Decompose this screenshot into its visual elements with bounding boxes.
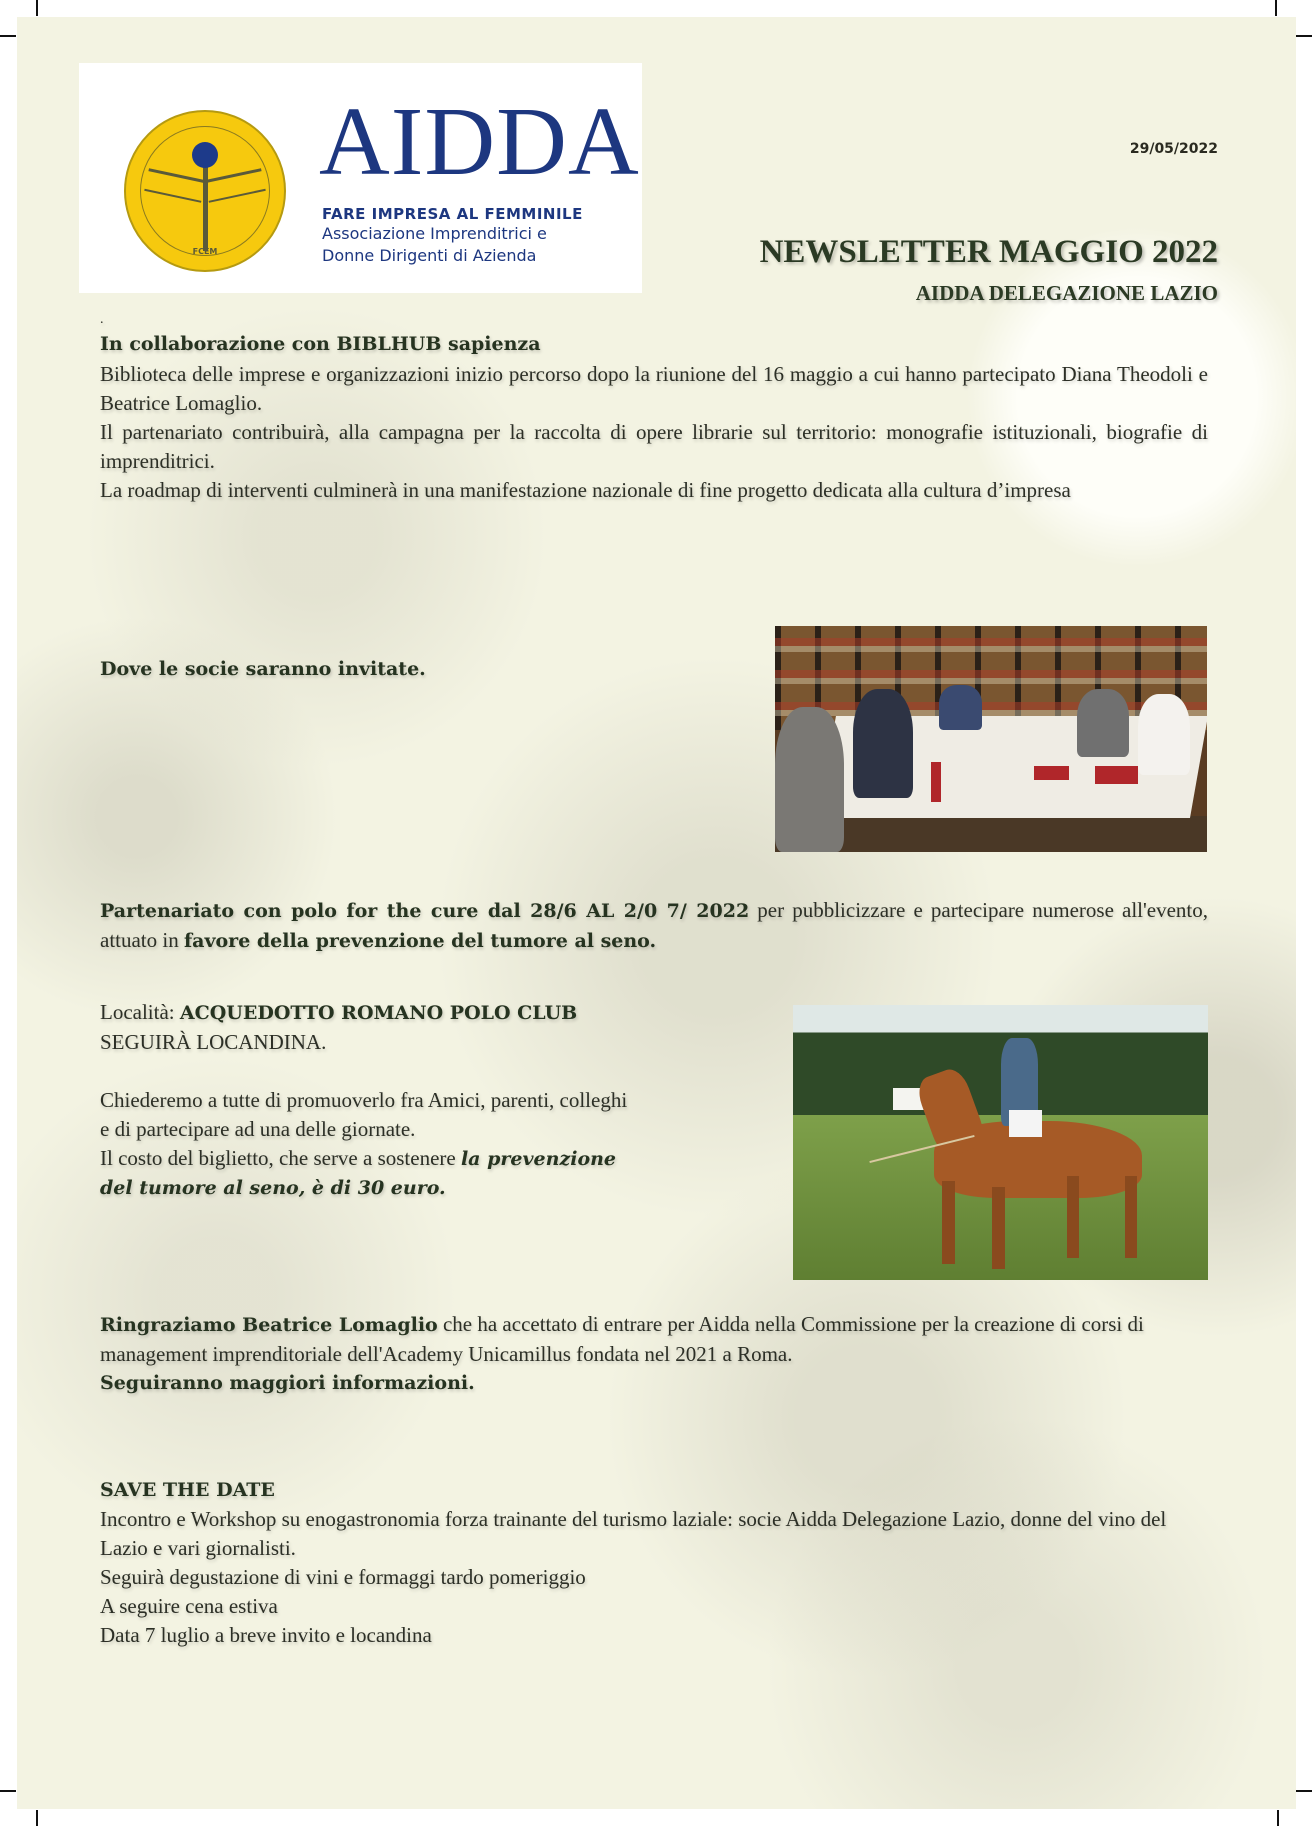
- thanks-bold: Ringraziamo Beatrice Lomaglio: [100, 1314, 438, 1336]
- section-biblhub: [100, 312, 1208, 505]
- tagline-line2: Associazione Imprenditrici e: [322, 224, 547, 243]
- section-save-the-date: [100, 1476, 1208, 1650]
- crop-mark: [36, 0, 38, 16]
- crop-mark: [1296, 1790, 1312, 1792]
- invite-text: Dove le socie saranno invitate.: [100, 658, 426, 680]
- paragraph: Data 7 luglio a breve invito e locandina: [100, 1623, 432, 1647]
- newsletter-date: 29/05/2022: [1129, 141, 1218, 157]
- paragraph: Seguirà degustazione di vini e formaggi tardo pomeriggio: [100, 1565, 586, 1589]
- cost-text: Il costo del biglietto, che serve a sostenere: [100, 1146, 461, 1170]
- paragraph: Il partenariato contribuirà, alla campagna per la raccolta di opere librarie sul territorio: monografie istituzionali, biografie di imprenditrici.: [100, 420, 1208, 473]
- ask-line: Chiederemo a tutte di promuoverlo fra Amici, parenti, colleghi: [100, 1088, 628, 1112]
- paragraph: Incontro e Workshop su enogastronomia forza trainante del turismo laziale: socie Aidda Delegazione Lazio, donne del vino del Lazio e vari giornalisti.: [100, 1507, 1167, 1560]
- brand-name: AIDDA: [319, 88, 640, 196]
- tagline: FARE IMPRESA AL FEMMINILE: [322, 205, 583, 223]
- newsletter-title: NEWSLETTER MAGGIO 2022: [759, 234, 1218, 270]
- paragraph: A seguire cena estiva: [100, 1594, 278, 1618]
- section-polo: [100, 896, 1208, 956]
- crop-mark: [36, 1810, 38, 1826]
- section-heading: In collaborazione con BIBLHUB sapienza: [100, 333, 541, 355]
- crop-mark: [0, 35, 16, 37]
- paragraph: Biblioteca delle imprese e organizzazioni inizio percorso dopo la riunione del 16 maggio a cui hanno partecipato Diana Theodoli e Beatrice Lomaglio.: [100, 362, 1208, 415]
- crop-mark: [0, 1790, 16, 1792]
- thanks-text: che ha accettato di entrare per Aidda nella Commissione per la creazione di corsi di management imprenditoriale dell'Academy Unicamillus fondata nel 2021 a Roma.: [100, 1312, 1144, 1366]
- newsletter-subtitle: AIDDA DELEGAZIONE LAZIO: [915, 281, 1218, 305]
- seal-label: FCEM: [192, 247, 218, 256]
- save-the-date-heading: SAVE THE DATE: [100, 1479, 275, 1501]
- thanks-more: Seguiranno maggiori informazioni.: [100, 1372, 475, 1394]
- aidda-logo: [79, 63, 642, 293]
- section-thanks: [100, 1310, 1208, 1398]
- library-meeting-photo: [775, 626, 1207, 852]
- crop-mark: [1277, 1810, 1279, 1826]
- ask-line: e di partecipare ad una delle giornate.: [100, 1117, 416, 1141]
- fcem-seal-icon: [124, 110, 286, 272]
- polo-lead-text: per pubblicizzare e partecipare numerose all'evento, attuato in: [100, 898, 1208, 952]
- polo-lead-bold: Partenariato con polo for the cure dal 28/6 AL 2/0 7/ 2022: [100, 900, 750, 922]
- crop-mark: [1275, 0, 1277, 16]
- brand-tagline: [322, 205, 583, 267]
- tagline-line3: Donne Dirigenti di Azienda: [322, 246, 537, 265]
- crop-mark: [1296, 35, 1312, 37]
- cost-bold: la prevenzione: [460, 1148, 617, 1170]
- polo-details: [100, 998, 740, 1203]
- polo-lead-bold2: favore della prevenzione del tumore al seno.: [183, 930, 657, 952]
- location-value: ACQUEDOTTO ROMANO POLO CLUB: [179, 1002, 578, 1024]
- invite-note: [100, 655, 700, 684]
- location-label: Località:: [100, 1000, 180, 1024]
- follow-note: SEGUIRÀ LOCANDINA.: [100, 1030, 327, 1054]
- paragraph: La roadmap di interventi culminerà in una manifestazione nazionale di fine progetto dedicata alla cultura d’impresa: [100, 478, 1071, 502]
- polo-player-photo: [793, 1005, 1208, 1280]
- stray-dot: .: [100, 312, 104, 327]
- cost-bold: del tumore al seno, è di 30 euro.: [100, 1177, 446, 1199]
